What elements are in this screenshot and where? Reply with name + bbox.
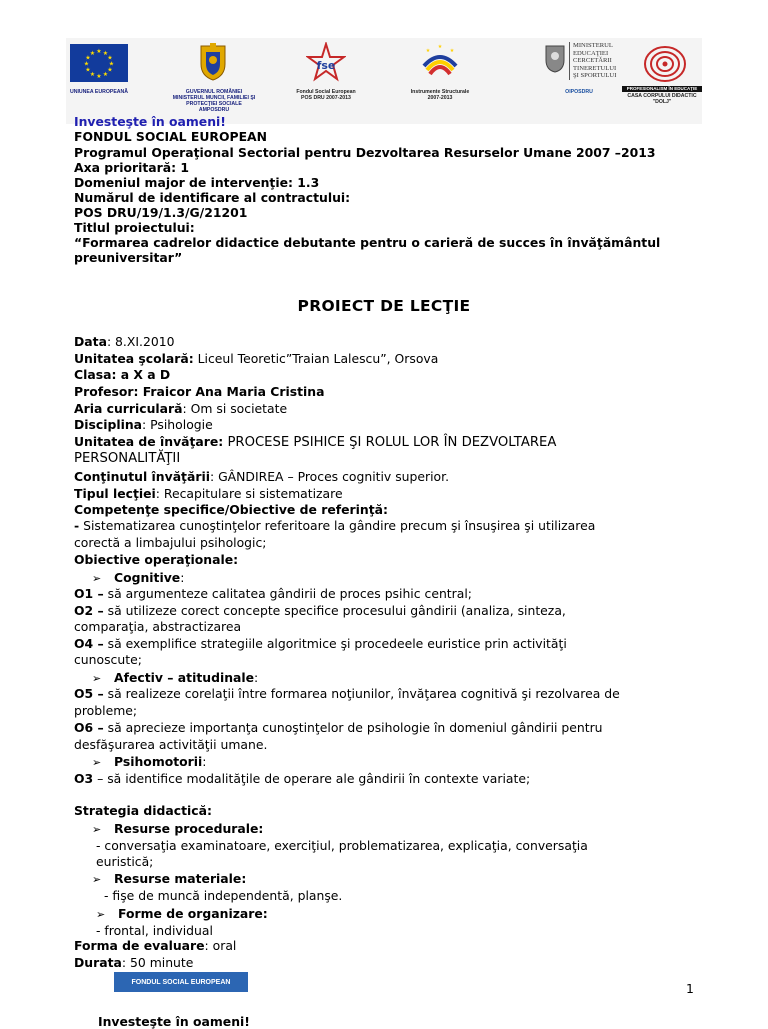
page-number: 1	[686, 981, 694, 996]
program-name: Programul Operaţional Sectorial pentru Dezvoltarea Resurselor Umane 2007 –2013	[74, 145, 656, 160]
svg-text:fse: fse	[316, 59, 336, 72]
government-caption	[172, 89, 256, 113]
lesson-type-row	[74, 486, 343, 501]
ministry-line: EDUCAŢIEI	[573, 49, 609, 57]
objective-code: O1 –	[74, 586, 104, 601]
duration-row	[74, 955, 193, 970]
area-label: Aria curriculară	[74, 401, 183, 416]
objective-code: O2 –	[74, 603, 104, 618]
arrow-bullet-icon: ➢	[92, 572, 102, 585]
objective-o6	[74, 720, 695, 736]
lesson-type-value: : Recapitulare si sistematizare	[155, 486, 343, 501]
learning-unit-row-2	[74, 451, 180, 466]
logo-strip	[66, 38, 702, 124]
competence-text: Sistematizarea cunoştinţelor referitoare la gândire precum şi însuşirea şi utilizarea	[79, 518, 596, 533]
gov-caption-line: GUVERNUL ROMÂNIEI	[185, 89, 243, 95]
svg-text:★: ★	[89, 49, 96, 57]
svg-text:★: ★	[425, 48, 431, 54]
objective-text: să argumenteze calitatea gândirii de proces psihic central;	[103, 586, 472, 601]
date-value: : 8.XI.2010	[106, 334, 175, 349]
svg-text:★: ★	[108, 60, 115, 68]
affective-bullet	[92, 670, 258, 686]
content-row	[74, 469, 449, 484]
objective-o1	[74, 586, 472, 601]
ministry-crest-icon	[544, 44, 566, 78]
objective-code: O5 –	[74, 686, 104, 701]
school-row	[74, 351, 438, 366]
objectives-heading	[74, 552, 238, 567]
procedural-list-text: - conversaţia examinatoare, exerciţiul, problematizarea, explicaţia, conversaţia	[96, 838, 588, 853]
discipline-value: : Psihologie	[142, 417, 213, 432]
structural-instruments-icon	[418, 42, 462, 86]
fse-caption-line: POS DRU 2007-2013	[301, 95, 351, 101]
class-row	[74, 367, 170, 382]
arrow-bullet-icon: ➢	[92, 672, 102, 685]
duration-value: : 50 minute	[121, 955, 194, 970]
material-list: - fişe de muncă independentă, planşe.	[104, 888, 343, 903]
svg-text:★: ★	[437, 44, 443, 50]
svg-text:★: ★	[89, 71, 96, 78]
teacher-line: Profesor: Fraicor Ana Maria Cristina	[74, 384, 325, 399]
evaluation-row	[74, 938, 236, 953]
gov-caption-line: AMPOSDRU	[198, 107, 230, 113]
objective-text: să utilizeze corect concepte specifice procesului gândirii (analiza, sinteza,	[103, 603, 566, 618]
area-row	[74, 401, 287, 416]
svg-text:★: ★	[85, 54, 91, 62]
ministry-text	[569, 42, 616, 80]
strategy-heading	[74, 803, 212, 818]
svg-text:★: ★	[107, 54, 113, 62]
svg-text:★: ★	[96, 73, 102, 80]
competence-line	[74, 518, 695, 534]
intervention-domain: Domeniul major de intervenţie: 1.3	[74, 175, 320, 190]
cognitive-label: Cognitive	[114, 570, 181, 585]
page-title: PROIECT DE LECŢIE	[297, 297, 471, 315]
arrow-bullet-icon: ➢	[96, 908, 106, 921]
objective-code: O6 –	[74, 720, 104, 735]
contract-id: POS DRU/19/1.3/G/21201	[74, 205, 248, 220]
ministry-line: CERCETĂRII	[573, 57, 612, 65]
objective-code: O4 –	[74, 636, 104, 651]
procedural-label: Resurse procedurale:	[114, 821, 264, 836]
slogan: Investeşte în oameni!	[74, 114, 226, 129]
ministry-line: TINERETULUI	[573, 64, 617, 72]
duration-label: Durata	[74, 955, 122, 970]
psychomotor-label: Psihomotorii	[114, 754, 203, 769]
evaluation-value: : oral	[204, 938, 237, 953]
colon: :	[254, 670, 259, 685]
objective-o6-cont: desfăşurarea activităţii umane.	[74, 737, 268, 752]
date-label: Data	[74, 334, 107, 349]
learning-unit-label: Unitatea de învăţare:	[74, 434, 224, 449]
evaluation-label: Forma de evaluare	[74, 938, 205, 953]
svg-text:★: ★	[83, 60, 90, 68]
competences-heading	[74, 502, 388, 517]
fse-star-logo-icon	[306, 42, 346, 86]
teacher-row	[74, 384, 324, 399]
lesson-type-label: Tipul lecţiei	[74, 486, 156, 501]
svg-text:★: ★	[102, 49, 109, 57]
discipline-row	[74, 417, 213, 432]
objective-o2	[74, 603, 695, 619]
svg-text:★: ★	[107, 66, 113, 74]
procedural-list-cont: euristică;	[96, 854, 154, 869]
arrow-bullet-icon: ➢	[92, 756, 102, 769]
objective-o5	[74, 686, 695, 702]
forms-list: - frontal, individual	[96, 923, 213, 938]
ccd-caption-line: CASA CORPULUI DIDACTIC	[627, 93, 697, 99]
material-label: Resurse materiale:	[114, 871, 247, 886]
ccd-caption	[622, 93, 702, 105]
fse-footer-banner: FONDUL SOCIAL EUROPEAN	[114, 972, 248, 992]
contract-label: Numărul de identificare al contractului:	[74, 190, 351, 205]
svg-text:★: ★	[449, 48, 455, 54]
ccd-badge: PROFESIONALISM ÎN EDUCAŢIE	[622, 86, 702, 92]
ministry-line: MINISTERUL	[573, 42, 613, 49]
psychomotor-bullet	[92, 754, 206, 770]
svg-text:★: ★	[85, 66, 91, 74]
arrow-bullet-icon: ➢	[92, 873, 102, 886]
priority-axis: Axa prioritară: 1	[74, 160, 190, 175]
objective-o3	[74, 771, 530, 786]
learning-unit-row	[74, 434, 556, 450]
project-title-line: “Formarea cadrelor didactice debutante pentru o carieră de succes în învăţământul	[74, 235, 661, 250]
eu-flag-icon	[70, 44, 128, 82]
objective-o2-cont: comparaţia, abstractizarea	[74, 619, 242, 634]
area-value: : Om si societate	[182, 401, 288, 416]
colon: :	[202, 754, 207, 769]
objective-o5-cont: probleme;	[74, 703, 138, 718]
gov-caption-line: MINISTERUL MUNCII, FAMILIEI ŞI	[172, 95, 256, 101]
dash: -	[74, 518, 80, 533]
arrow-bullet-icon: ➢	[92, 823, 102, 836]
footer-slogan-cut: Investeşte în oameni!	[98, 1014, 250, 1029]
procedural-bullet	[92, 821, 263, 837]
structural-instruments-caption	[400, 89, 480, 101]
fse-caption	[288, 89, 364, 101]
objective-text: să aprecieze importanţa cunoştinţelor de psihologie în domeniul gândirii pentru	[103, 720, 603, 735]
school-value: Liceul Teoretic”Traian Lalescu”, Orsova	[193, 351, 439, 366]
svg-text:★: ★	[102, 71, 109, 78]
cognitive-bullet	[92, 570, 184, 586]
learning-unit-value: PROCESE PSIHICE ŞI ROLUL LOR ÎN DEZVOLTAREA	[223, 435, 557, 450]
svg-text:★: ★	[96, 48, 102, 55]
objective-text: – să identifice modalităţile de operare ale gândirii în contexte variate;	[93, 771, 531, 786]
colon: :	[180, 570, 185, 585]
romania-coat-of-arms-icon	[198, 42, 228, 86]
gov-caption-line: PROTECŢIEI SOCIALE	[186, 101, 242, 107]
competences-heading-text: Competenţe specifice/Obiective de referinţă:	[74, 502, 388, 517]
discipline-label: Disciplina	[74, 417, 143, 432]
forms-bullet	[96, 906, 268, 922]
learning-unit-value: PERSONALITĂŢII	[74, 451, 181, 466]
forms-label: Forme de organizare:	[118, 906, 268, 921]
project-label: Titlul proiectului:	[74, 220, 195, 235]
content-label: Conţinutul învăţării	[74, 469, 210, 484]
fund-name: FONDUL SOCIAL EUROPEAN	[74, 129, 267, 144]
procedural-list	[96, 838, 695, 854]
oiposdru-caption: OIPOSDRU	[565, 89, 593, 95]
objective-o4	[74, 636, 695, 652]
objective-code: O3	[74, 771, 94, 786]
is-caption-line: Instrumente Structurale	[410, 89, 470, 95]
ccd-spiral-logo-icon	[640, 42, 690, 90]
is-caption-line: 2007-2013	[427, 95, 453, 101]
project-title-line: preuniversitar”	[74, 250, 183, 265]
content-value: : GÂNDIREA – Proces cognitiv superior.	[209, 469, 450, 484]
objective-o4-cont: cunoscute;	[74, 652, 142, 667]
objectives-heading-text: Obiective operaţionale:	[74, 552, 239, 567]
class-line: Clasa: a X a D	[74, 367, 171, 382]
objective-text: să realizeze corelaţii între formarea noţiunilor, învăţarea cognitivă şi rezolvarea de	[103, 686, 620, 701]
fse-caption-line: Fondul Social European	[296, 89, 356, 95]
ministry-line: ŞI SPORTULUI	[573, 72, 617, 80]
affective-label: Afectiv – atitudinale	[114, 670, 255, 685]
strategy-heading-text: Strategia didactică:	[74, 803, 212, 818]
objective-text: să exemplifice strategiile algoritmice şi procedeele euristice prin activităţi	[103, 636, 567, 651]
eu-caption: UNIUNEA EUROPEANĂ	[69, 89, 129, 95]
date-row	[74, 334, 175, 349]
material-bullet	[92, 871, 246, 887]
competence-line-2: corectă a limbajului psihologic;	[74, 535, 267, 550]
ccd-caption-line: "DOLJ"	[652, 99, 672, 105]
school-label: Unitatea şcolară:	[74, 351, 194, 366]
